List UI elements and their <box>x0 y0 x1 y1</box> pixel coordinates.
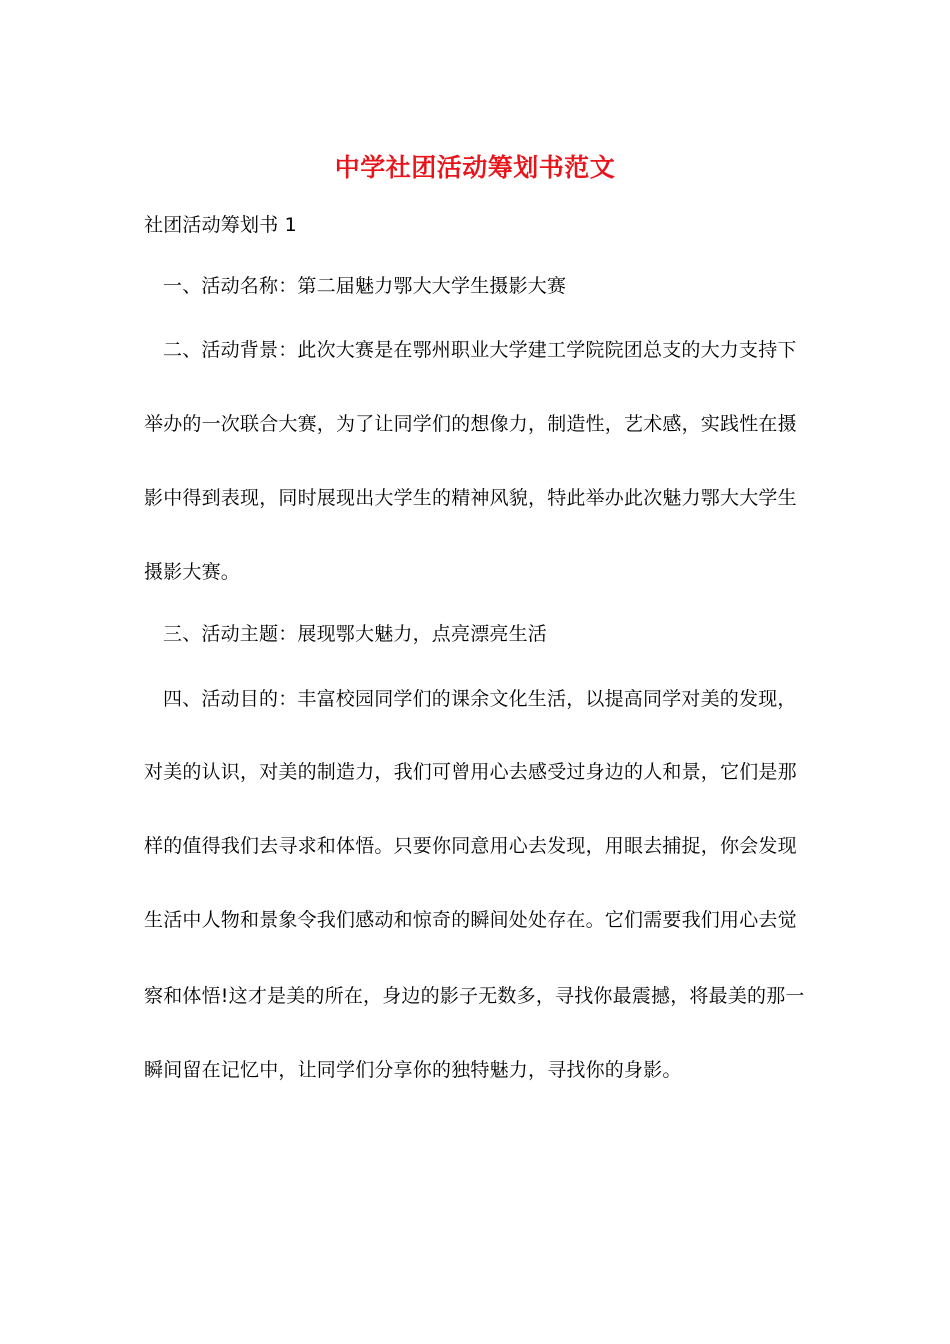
paragraph-background-line-4: 摄影大赛。 <box>144 561 241 583</box>
paragraph-background-line-2: 举办的一次联合大赛，为了让同学们的想像力，制造性，艺术感，实践性在摄 <box>144 413 797 435</box>
paragraph-purpose-line-6: 瞬间留在记忆中，让同学们分享你的独特魅力，寻找你的身影。 <box>144 1059 682 1081</box>
paragraph-purpose-line-4: 生活中人物和景象令我们感动和惊奇的瞬间处处存在。它们需要我们用心去觉 <box>144 909 797 931</box>
paragraph-purpose-line-5: 察和体悟!这才是美的所在，身边的影子无数多，寻找你最震撼，将最美的那一 <box>144 985 805 1007</box>
paragraph-background-line-3: 影中得到表现，同时展现出大学生的精神风貌，特此举办此次魅力鄂大大学生 <box>144 487 797 509</box>
paragraph-background-line-1: 二、活动背景：此次大赛是在鄂州职业大学建工学院院团总支的大力支持下 <box>163 339 797 361</box>
paragraph-theme: 三、活动主题：展现鄂大魅力，点亮漂亮生活 <box>163 623 548 645</box>
section-heading: 社团活动筹划书 1 <box>144 214 297 236</box>
paragraph-activity-name: 一、活动名称：第二届魅力鄂大大学生摄影大赛 <box>163 275 567 297</box>
document-title: 中学社团活动筹划书范文 <box>334 153 616 182</box>
paragraph-purpose-line-3: 样的值得我们去寻求和体悟。只要你同意用心去发现，用眼去捕捉，你会发现 <box>144 835 797 857</box>
paragraph-purpose-line-2: 对美的认识，对美的制造力，我们可曾用心去感受过身边的人和景，它们是那 <box>144 761 797 783</box>
paragraph-purpose-line-1: 四、活动目的：丰富校园同学们的课余文化生活，以提高同学对美的发现， <box>163 688 797 710</box>
